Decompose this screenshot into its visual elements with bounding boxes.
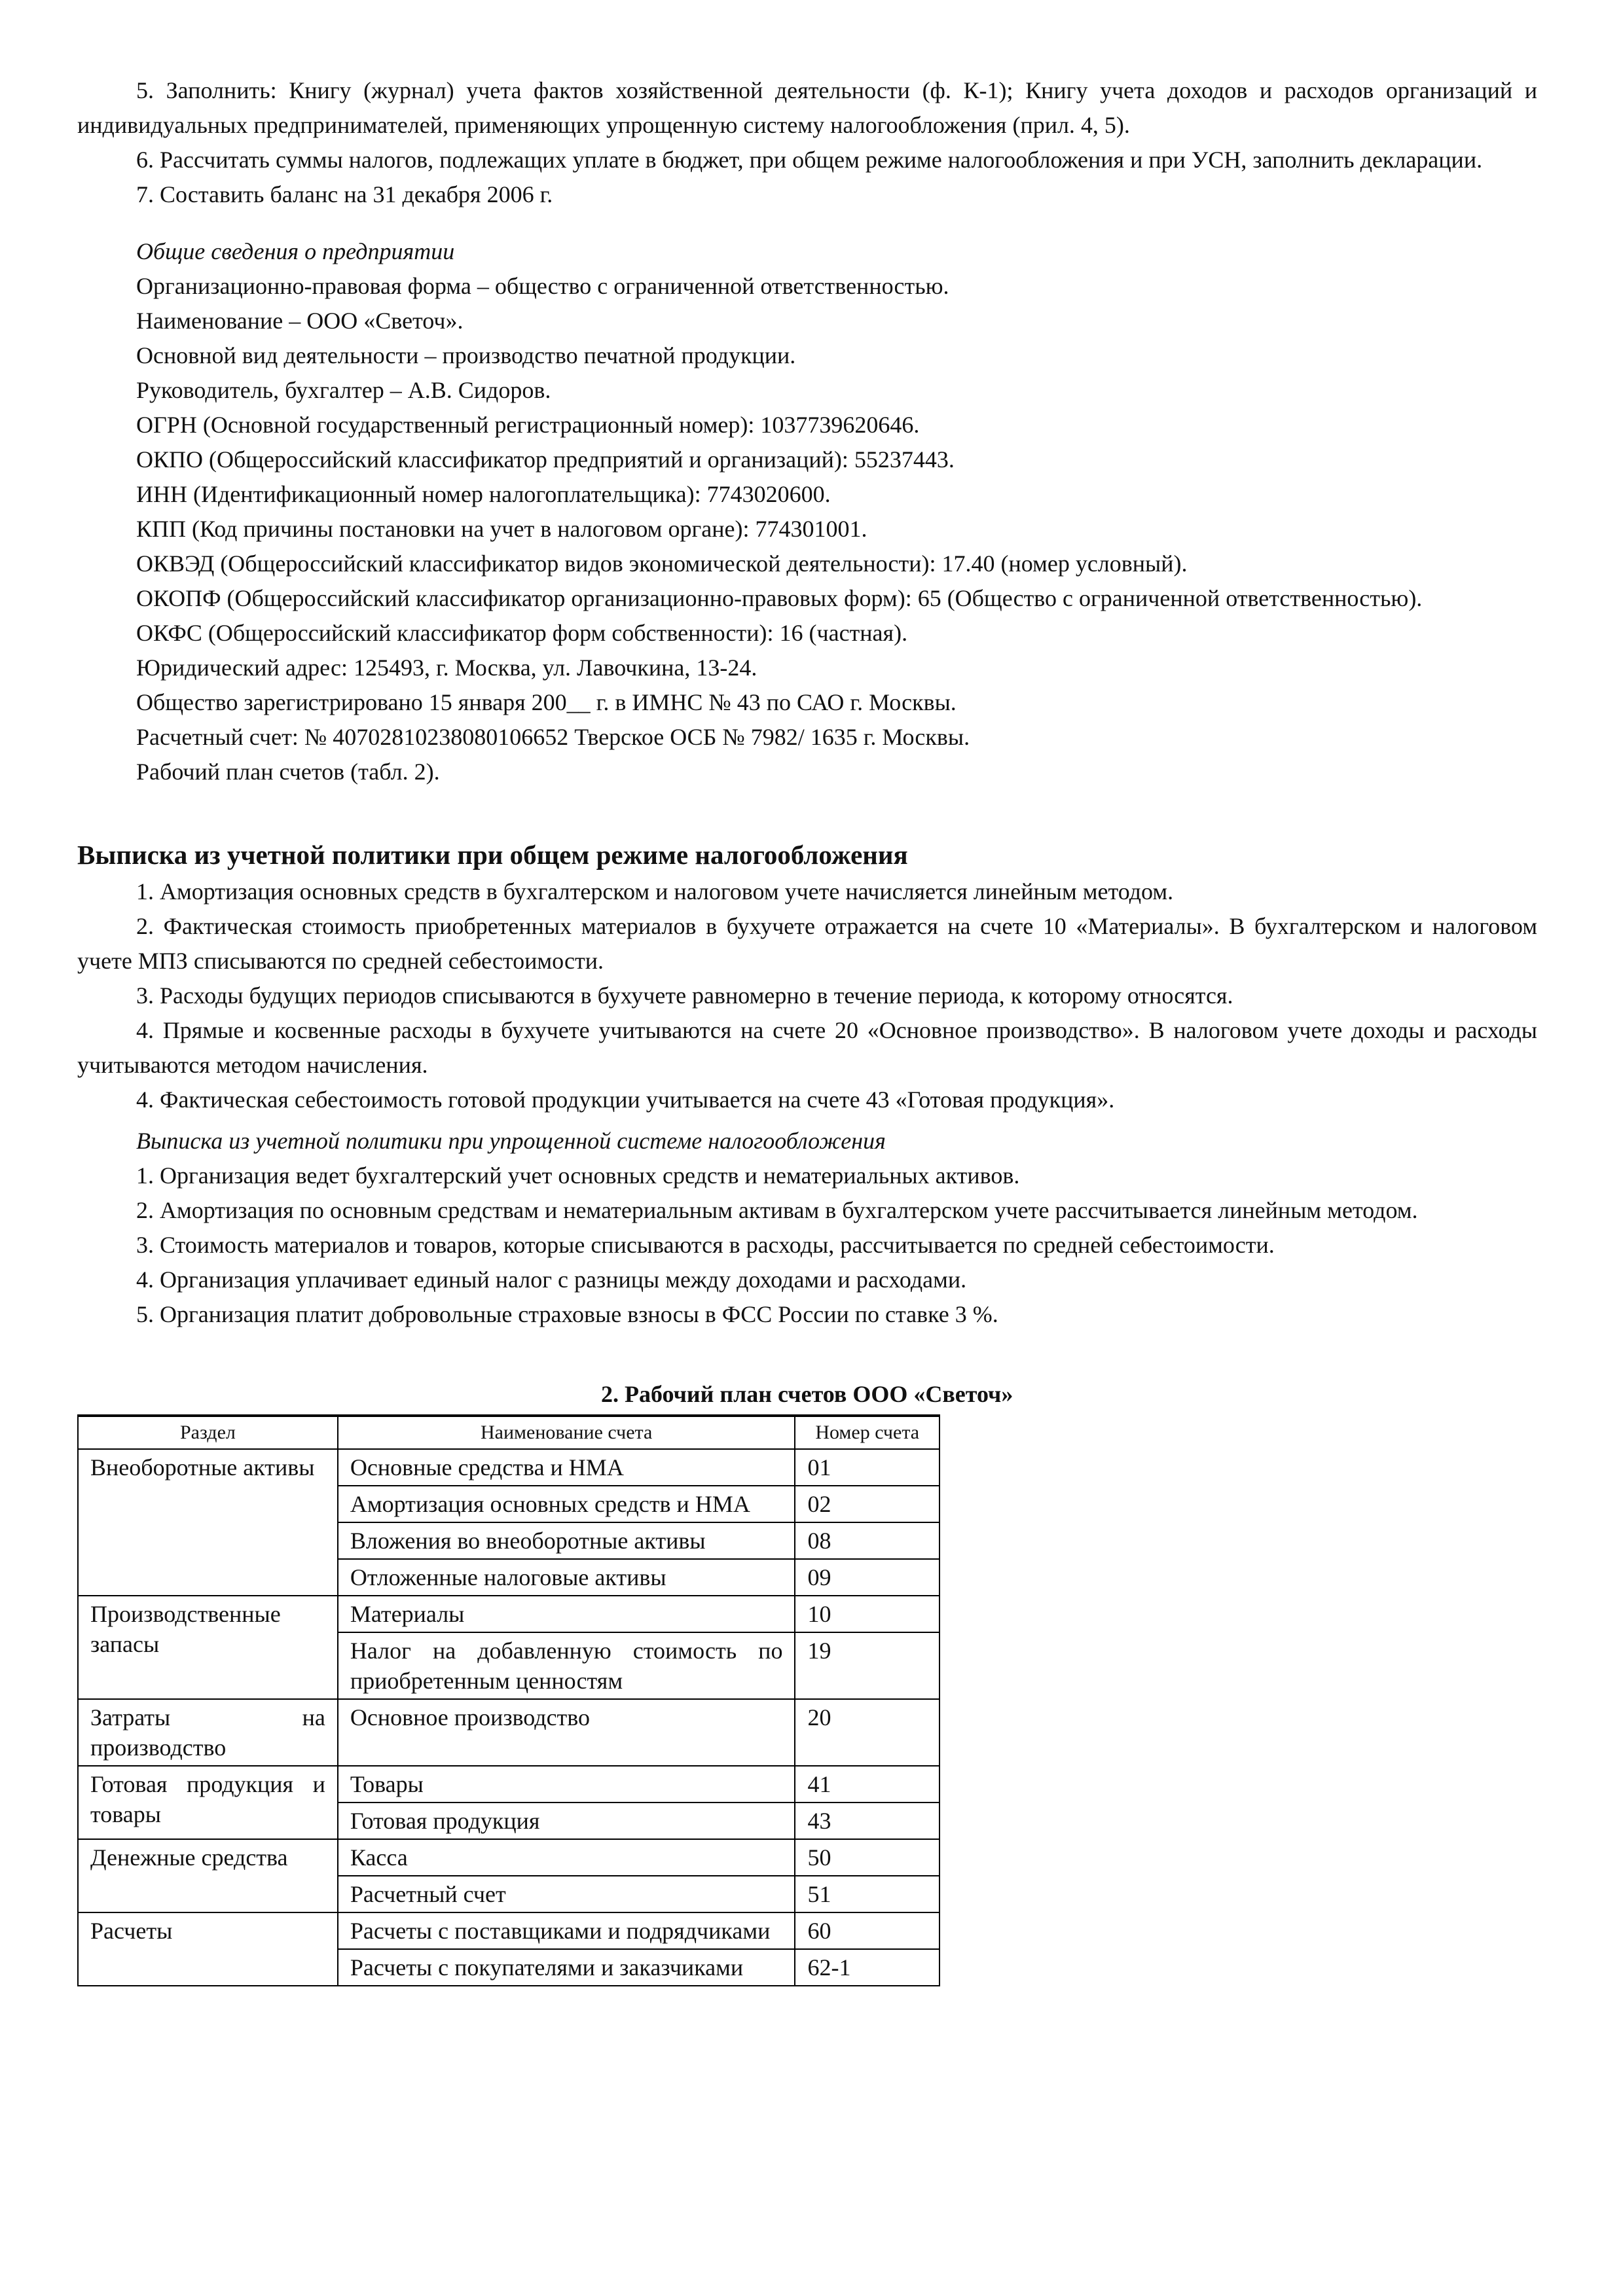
header-account-number: Номер счета [795, 1416, 939, 1449]
table-row [78, 1699, 939, 1766]
account-name-cell: Товары [338, 1766, 795, 1803]
account-name-cell: Налог на добавленную стоимость по приобретенным ценностям [338, 1632, 795, 1699]
table-caption: 2. Рабочий план счетов ООО «Светоч» [601, 1381, 1013, 1407]
table-row [78, 1766, 939, 1803]
account-number-cell: 50 [795, 1839, 939, 1876]
company-line: Рабочий план счетов (табл. 2). [136, 759, 440, 785]
general-policy-heading: Выписка из учетной политики при общем режиме налогообложения [77, 840, 908, 870]
table-row [78, 1839, 939, 1876]
account-name-cell: Материалы [338, 1596, 795, 1632]
account-number-cell: 10 [795, 1596, 939, 1632]
section-cell: Расчеты [78, 1912, 338, 1986]
intro-item: 6. Рассчитать суммы налогов, подлежащих уплате в бюджет, при общем режиме налогообложения и при УСН, заполнить декларации. [136, 147, 1483, 173]
policy-item: 3. Стоимость материалов и товаров, которые списываются в расходы, рассчитывается по средней себестоимости. [136, 1232, 1275, 1258]
account-name-cell: Амортизация основных средств и НМА [338, 1486, 795, 1522]
company-line: ИНН (Идентификационный номер налогоплательщика): 7743020600. [136, 481, 831, 507]
account-name-cell: Вложения во внеоборотные активы [338, 1522, 795, 1559]
company-line: Общество зарегистрировано 15 января 200__ г. в ИМНС № 43 по САО г. Москвы. [136, 689, 957, 715]
account-name-cell: Готовая продукция [338, 1803, 795, 1839]
company-line: Основной вид деятельности – производство печатной продукции. [136, 342, 796, 368]
account-name-cell: Основное производство [338, 1699, 795, 1766]
section-cell: Готовая продукция и товары [78, 1766, 338, 1839]
policy-item: 4. Организация уплачивает единый налог с разницы между доходами и расходами. [136, 1266, 967, 1293]
simplified-policy-heading: Выписка из учетной политики при упрощенной системе налогообложения [136, 1128, 886, 1154]
section-cell: Внеоборотные активы [78, 1449, 338, 1596]
company-line: ОКОПФ (Общероссийский классификатор организационно-правовых форм): 65 (Общество с ограниченной ответственностью). [136, 585, 1423, 611]
account-number-cell: 62-1 [795, 1949, 939, 1986]
company-line: Расчетный счет: № 40702810238080106652 Тверское ОСБ № 7982/ 1635 г. Москвы. [136, 724, 970, 750]
table-row [78, 1449, 939, 1486]
account-number-cell: 02 [795, 1486, 939, 1522]
policy-item: 4. Фактическая себестоимость готовой продукции учитывается на счете 43 «Готовая продукция». [136, 1086, 1115, 1113]
company-line: Наименование – ООО «Светоч». [136, 308, 464, 334]
account-number-cell: 60 [795, 1912, 939, 1949]
table-row [78, 1596, 939, 1632]
account-name-cell: Расчеты с покупателями и заказчиками [338, 1949, 795, 1986]
header-account-name: Наименование счета [338, 1416, 795, 1449]
account-name-cell: Расчеты с поставщиками и подрядчиками [338, 1912, 795, 1949]
company-line: ОКВЭД (Общероссийский классификатор видов экономической деятельности): 17.40 (номер условный). [136, 550, 1188, 577]
company-line: Руководитель, бухгалтер – А.В. Сидоров. [136, 377, 551, 403]
accounts-table [77, 1414, 940, 1986]
account-number-cell: 19 [795, 1632, 939, 1699]
account-number-cell: 01 [795, 1449, 939, 1486]
company-heading: Общие сведения о предприятии [136, 238, 455, 264]
policy-item: 1. Амортизация основных средств в бухгалтерском и налоговом учете начисляется линейным методом. [136, 878, 1174, 905]
intro-list [77, 73, 1537, 212]
policy-item: 2. Фактическая стоимость приобретенных материалов в бухучете отражается на счете 10 «Материалы». В бухгалтерском и налоговом учете МПЗ списываются по средней себестоимости. [77, 913, 1537, 974]
header-section: Раздел [78, 1416, 338, 1449]
account-number-cell: 08 [795, 1522, 939, 1559]
section-cell: Затраты на производство [78, 1699, 338, 1766]
account-number-cell: 51 [795, 1876, 939, 1912]
table-header-row [78, 1416, 939, 1449]
section-cell: Производственные запасы [78, 1596, 338, 1699]
account-number-cell: 43 [795, 1803, 939, 1839]
company-info [77, 234, 1537, 789]
general-policy [77, 835, 1537, 1117]
company-line: ОГРН (Основной государственный регистрационный номер): 1037739620646. [136, 412, 920, 438]
table-row [78, 1912, 939, 1949]
policy-item: 5. Организация платит добровольные страховые взносы в ФСС России по ставке 3 %. [136, 1301, 998, 1327]
intro-item: 7. Составить баланс на 31 декабря 2006 г. [136, 181, 553, 207]
policy-item: 1. Организация ведет бухгалтерский учет основных средств и нематериальных активов. [136, 1162, 1020, 1189]
account-number-cell: 20 [795, 1699, 939, 1766]
company-line: ОКПО (Общероссийский классификатор предприятий и организаций): 55237443. [136, 446, 955, 473]
policy-item: 3. Расходы будущих периодов списываются в бухучете равномерно в течение периода, к которому относятся. [136, 982, 1233, 1009]
simplified-policy [77, 1124, 1537, 1332]
document-page [77, 73, 1537, 1986]
account-name-cell: Касса [338, 1839, 795, 1876]
account-number-cell: 09 [795, 1559, 939, 1596]
company-line: КПП (Код причины постановки на учет в налоговом органе): 774301001. [136, 516, 867, 542]
account-name-cell: Основные средства и НМА [338, 1449, 795, 1486]
policy-item: 2. Амортизация по основным средствам и нематериальным активам в бухгалтерском учете рассчитывается линейным методом. [136, 1197, 1418, 1223]
company-line: Организационно-правовая форма – общество с ограниченной ответственностью. [136, 273, 949, 299]
policy-item: 4. Прямые и косвенные расходы в бухучете учитываются на счете 20 «Основное производство». В налоговом учете доходы и расходы учитываются методом начисления. [77, 1017, 1537, 1078]
account-number-cell: 41 [795, 1766, 939, 1803]
intro-item: 5. Заполнить: Книгу (журнал) учета фактов хозяйственной деятельности (ф. К-1); Книгу учета доходов и расходов организаций и индивидуальных предпринимателей, применяющих упрощенную систему налогообложения (прил. 4, 5). [77, 77, 1537, 138]
company-line: ОКФС (Общероссийский классификатор форм собственности): 16 (частная). [136, 620, 908, 646]
company-line: Юридический адрес: 125493, г. Москва, ул. Лавочкина, 13-24. [136, 655, 757, 681]
account-name-cell: Отложенные налоговые активы [338, 1559, 795, 1596]
section-cell: Денежные средства [78, 1839, 338, 1912]
account-name-cell: Расчетный счет [338, 1876, 795, 1912]
